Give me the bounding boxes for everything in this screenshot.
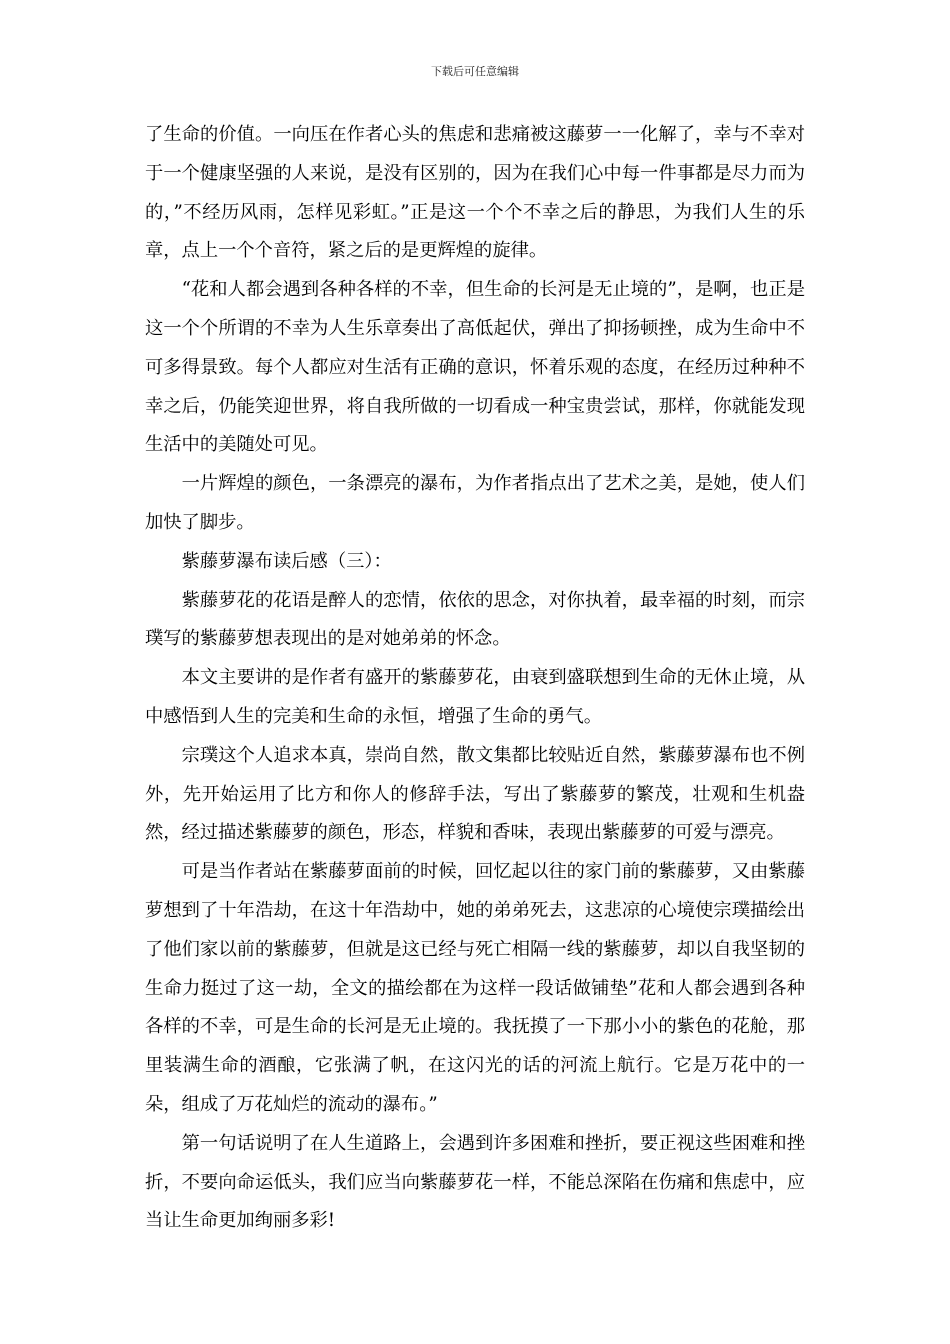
paragraph: 可是当作者站在紫藤萝面前的时候，回忆起以往的家门前的紫藤萝，又由紫藤萝想到了十年浩劫，在这十年浩劫中，她的弟弟死去，这悲凉的心境使宗璞描绘出了他们家以前的紫藤萝，但就是这已经与死亡相隔一线的紫藤萝，却以自我坚韧的生命力挺过了这一劫，全文的描绘都在为这样一段话做铺垫”花和人都会遇到各种各样的不幸，可是生命的长河是无止境的。我抚摸了一下那小小的紫色的花舱，那里装满生命的酒酿，它张满了帆，在这闪光的话的河流上航行。它是万花中的一朵，组成了万花灿烂的流动的瀑布。” xyxy=(145,861,805,1115)
paragraph: 紫藤萝花的花语是醉人的恋情，依依的思念，对你执着，最幸福的时刻，而宗璞写的紫藤萝想表现出的是对她弟弟的怀念。 xyxy=(145,589,805,650)
section-heading: 紫藤萝瀑布读后感（三）： xyxy=(181,550,392,572)
paragraph: 一片辉煌的颜色，一条漂亮的瀑布，为作者指点出了艺术之美，是她，使人们加快了脚步。 xyxy=(145,473,805,533)
paragraph: 宗璞这个人追求本真，崇尚自然，散文集都比较贴近自然，紫藤萝瀑布也不例外，先开始运用了比方和你人的修辞手法，写出了紫藤萝的繁茂，壮观和生机盎然，经过描述紫藤萝的颜色，形态，样貌和香味，表现出紫藤萝的可爱与漂亮。 xyxy=(145,744,805,844)
paragraph: 了生命的价值。一向压在作者心头的焦虑和悲痛被这藤萝一一化解了，幸与不幸对于一个健康坚强的人来说，是没有区别的，因为在我们心中每一件事都是尽力而为的，”不经历风雨，怎样见彩虹。”正是这一个个不幸之后的静思，为我们人生的乐章，点上一个个音符，紧之后的是更辉煌的旋律。 xyxy=(145,124,805,262)
page-header: 下载后可任意编辑 xyxy=(431,65,519,78)
paragraph: “花和人都会遇到各种各样的不幸，但生命的长河是无止境的”，是啊，也正是这一个个所谓的不幸为人生乐章奏出了高低起伏，弹出了抑扬顿挫，成为生命中不可多得景致。每个人都应对生活有正确的意识，怀着乐观的态度，在经历过种种不幸之后，仍能笑迎世界，将自我所做的一切看成一种宝贵尝试，那样，你就能发现生活中的美随处可见。 xyxy=(145,279,805,456)
paragraph: 第一句话说明了在人生道路上，会遇到许多困难和挫折，要正视这些困难和挫折，不要向命运低头，我们应当向紫藤萝花一样，不能总深陷在伤痛和焦虑中，应当让生命更加绚丽多彩! xyxy=(145,1132,805,1232)
paragraph: 本文主要讲的是作者有盛开的紫藤萝花，由衰到盛联想到生命的无休止境，从中感悟到人生的完美和生命的永恒，增强了生命的勇气。 xyxy=(145,667,805,727)
document-body xyxy=(145,116,805,1241)
